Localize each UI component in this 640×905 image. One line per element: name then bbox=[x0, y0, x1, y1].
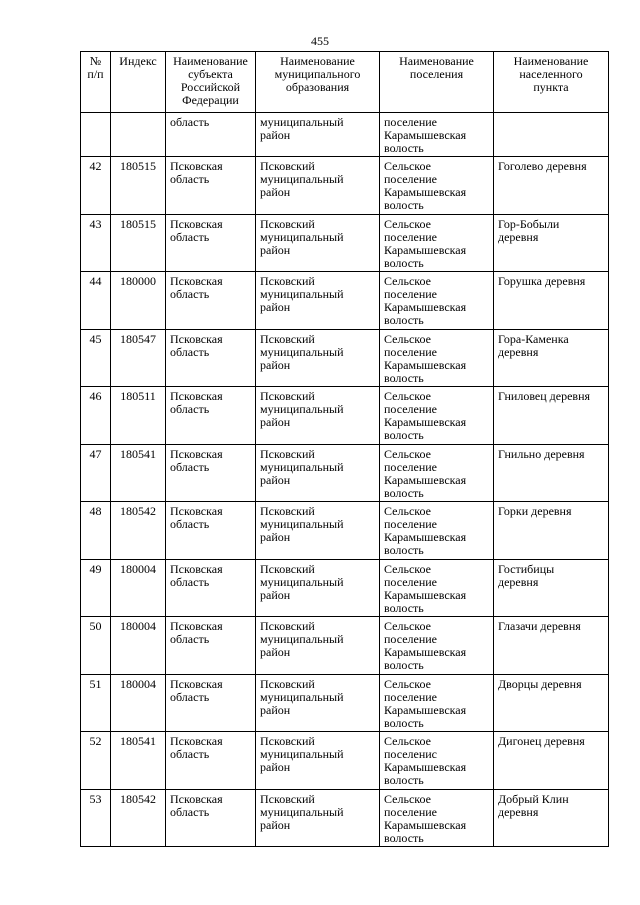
cell-municipality: Псковский муниципальный район bbox=[256, 387, 380, 445]
table-row bbox=[81, 502, 609, 560]
cell-settlement: Сельское поселение Карамышевская волость bbox=[380, 157, 494, 215]
cell-settlement: Сельское поселенис Карамышевская волость bbox=[380, 732, 494, 790]
table-row bbox=[81, 559, 609, 617]
cell-locality: Гниловец деревня bbox=[494, 387, 609, 445]
header-number: № п/п bbox=[81, 52, 111, 113]
cell-municipality: Псковский муниципальный район bbox=[256, 214, 380, 272]
cell-index: 180541 bbox=[111, 444, 166, 502]
table-row bbox=[81, 674, 609, 732]
cell-federal-subject: Псковская область bbox=[166, 387, 256, 445]
cell-federal-subject: Псковская область bbox=[166, 157, 256, 215]
cell-federal-subject: область bbox=[166, 113, 256, 157]
header-municipality: Наименование муниципального образования bbox=[256, 52, 380, 113]
table-row bbox=[81, 444, 609, 502]
cell-number: 49 bbox=[81, 559, 111, 617]
table-row bbox=[81, 214, 609, 272]
header-settlement: Наименование поселения bbox=[380, 52, 494, 113]
settlements-table bbox=[80, 51, 609, 847]
cell-index: 180004 bbox=[111, 674, 166, 732]
cell-federal-subject: Псковская область bbox=[166, 674, 256, 732]
cell-federal-subject: Псковская область bbox=[166, 789, 256, 847]
cell-municipality: Псковский муниципальный район bbox=[256, 157, 380, 215]
cell-index: 180542 bbox=[111, 502, 166, 560]
cell-number: 42 bbox=[81, 157, 111, 215]
cell-number: 47 bbox=[81, 444, 111, 502]
cell-settlement: Сельское поселение Карамышевская волость bbox=[380, 674, 494, 732]
cell-federal-subject: Псковская область bbox=[166, 502, 256, 560]
cell-federal-subject: Псковская область bbox=[166, 559, 256, 617]
cell-settlement: Сельское поселение Карамышевская волость bbox=[380, 387, 494, 445]
header-federal-subject: Наименование субъекта Российской Федерации bbox=[166, 52, 256, 113]
cell-federal-subject: Псковская область bbox=[166, 617, 256, 675]
cell-number: 43 bbox=[81, 214, 111, 272]
cell-index: 180542 bbox=[111, 789, 166, 847]
cell-federal-subject: Псковская область bbox=[166, 732, 256, 790]
cell-settlement: Сельское поселение Карамышевская волость bbox=[380, 214, 494, 272]
cell-index: 180004 bbox=[111, 617, 166, 675]
cell-federal-subject: Псковская область bbox=[166, 214, 256, 272]
table-row bbox=[81, 387, 609, 445]
cell-municipality: Псковский муниципальный район bbox=[256, 329, 380, 387]
cell-index: 180515 bbox=[111, 157, 166, 215]
cell-settlement: поселение Карамышевская волость bbox=[380, 113, 494, 157]
cell-locality: Глазачи деревня bbox=[494, 617, 609, 675]
cell-locality: Гоголево деревня bbox=[494, 157, 609, 215]
table-row bbox=[81, 157, 609, 215]
table-row bbox=[81, 617, 609, 675]
cell-locality: Дигонец деревня bbox=[494, 732, 609, 790]
cell-municipality: Псковский муниципальный район bbox=[256, 674, 380, 732]
cell-locality: Гнильно деревня bbox=[494, 444, 609, 502]
cell-municipality: Псковский муниципальный район bbox=[256, 559, 380, 617]
cell-number: 45 bbox=[81, 329, 111, 387]
cell-municipality: муниципальный район bbox=[256, 113, 380, 157]
cell-number: 48 bbox=[81, 502, 111, 560]
cell-settlement: Сельское поселение Карамышевская волость bbox=[380, 329, 494, 387]
cell-settlement: Сельское поселение Карамышевская волость bbox=[380, 444, 494, 502]
cell-federal-subject: Псковская область bbox=[166, 329, 256, 387]
cell-number: 51 bbox=[81, 674, 111, 732]
cell-federal-subject: Псковская область bbox=[166, 444, 256, 502]
table-row bbox=[81, 732, 609, 790]
table-row bbox=[81, 329, 609, 387]
cell-settlement: Сельское поселение Карамышевская волость bbox=[380, 502, 494, 560]
cell-number: 53 bbox=[81, 789, 111, 847]
cell-municipality: Псковский муниципальный район bbox=[256, 617, 380, 675]
cell-settlement: Сельское поселение Карамышевская волость bbox=[380, 789, 494, 847]
cell-index: 180000 bbox=[111, 272, 166, 330]
cell-number bbox=[81, 113, 111, 157]
cell-locality: Гора-Каменка деревня bbox=[494, 329, 609, 387]
cell-number: 44 bbox=[81, 272, 111, 330]
header-index: Индекс bbox=[111, 52, 166, 113]
cell-locality: Горушка деревня bbox=[494, 272, 609, 330]
cell-settlement: Сельское поселение Карамышевская волость bbox=[380, 559, 494, 617]
cell-number: 50 bbox=[81, 617, 111, 675]
table-header-row bbox=[81, 52, 609, 113]
cell-locality: Добрый Клин деревня bbox=[494, 789, 609, 847]
cell-locality: Гостибицы деревня bbox=[494, 559, 609, 617]
cell-index bbox=[111, 113, 166, 157]
table-row bbox=[81, 789, 609, 847]
header-locality: Наименование населенного пункта bbox=[494, 52, 609, 113]
cell-locality: Гор-Бобыли деревня bbox=[494, 214, 609, 272]
cell-federal-subject: Псковская область bbox=[166, 272, 256, 330]
cell-locality: Дворцы деревня bbox=[494, 674, 609, 732]
table-row bbox=[81, 272, 609, 330]
table-row-continuation bbox=[81, 113, 609, 157]
cell-index: 180004 bbox=[111, 559, 166, 617]
cell-locality bbox=[494, 113, 609, 157]
cell-index: 180547 bbox=[111, 329, 166, 387]
cell-municipality: Псковский муниципальный район bbox=[256, 789, 380, 847]
cell-municipality: Псковский муниципальный район bbox=[256, 444, 380, 502]
cell-number: 46 bbox=[81, 387, 111, 445]
cell-locality: Горки деревня bbox=[494, 502, 609, 560]
cell-municipality: Псковский муниципальный район bbox=[256, 502, 380, 560]
cell-settlement: Сельское поселение Карамышевская волость bbox=[380, 617, 494, 675]
cell-settlement: Сельское поселение Карамышевская волость bbox=[380, 272, 494, 330]
page-number: 455 bbox=[311, 34, 329, 48]
cell-index: 180515 bbox=[111, 214, 166, 272]
cell-municipality: Псковский муниципальный район bbox=[256, 732, 380, 790]
cell-index: 180511 bbox=[111, 387, 166, 445]
cell-municipality: Псковский муниципальный район bbox=[256, 272, 380, 330]
cell-index: 180541 bbox=[111, 732, 166, 790]
cell-number: 52 bbox=[81, 732, 111, 790]
